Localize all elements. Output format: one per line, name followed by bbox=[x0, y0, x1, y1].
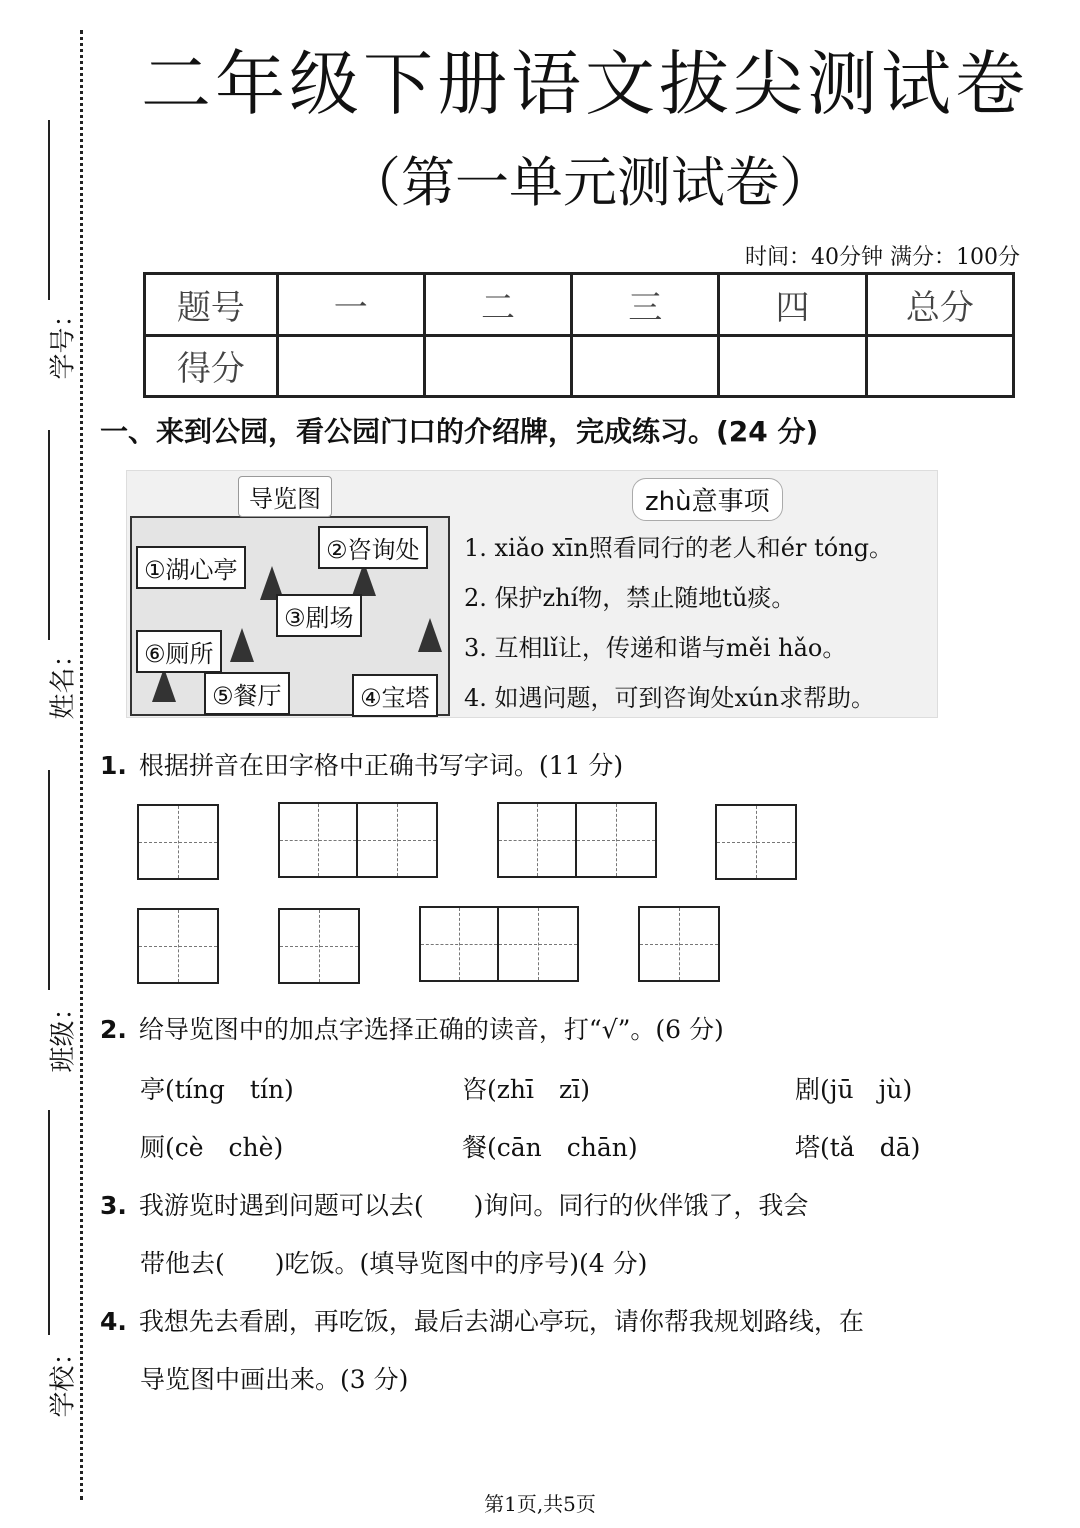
question-2 bbox=[100, 1010, 724, 1046]
question-3 bbox=[100, 1186, 808, 1222]
score-header-cell: 四 bbox=[719, 274, 866, 336]
question-4 bbox=[100, 1302, 864, 1338]
notice-item: 2. 保护zhí物，禁止随地tǔ痰。 bbox=[464, 584, 796, 612]
score-row-label: 得分 bbox=[145, 335, 278, 397]
score-header-cell: 二 bbox=[424, 274, 571, 336]
notice-item: 1. xiǎo xīn照看同行的老人和ér tóng。 bbox=[464, 534, 894, 562]
map-place-lake-pavilion: ①湖心亭 bbox=[136, 546, 246, 589]
question-text: 我想先去看剧，再吃饭，最后去湖心亭玩，请你帮我规划路线，在 bbox=[138, 1307, 864, 1336]
score-table-header-row bbox=[145, 274, 1014, 336]
score-header-cell: 三 bbox=[572, 274, 719, 336]
name-label: 姓名： bbox=[48, 641, 79, 720]
class-line bbox=[48, 770, 50, 990]
writing-grid[interactable] bbox=[137, 908, 219, 984]
score-cell[interactable] bbox=[719, 335, 866, 397]
writing-grid[interactable] bbox=[419, 906, 579, 982]
pinyin-option[interactable]: 餐(cān chān) bbox=[462, 1133, 638, 1162]
writing-grid[interactable] bbox=[638, 906, 720, 982]
question-1 bbox=[100, 746, 623, 782]
writing-grid[interactable] bbox=[278, 802, 438, 878]
page-subtitle: （第一单元测试卷） bbox=[347, 151, 833, 214]
writing-grid[interactable] bbox=[715, 804, 797, 880]
student-id-line bbox=[48, 120, 50, 300]
score-cell[interactable] bbox=[277, 335, 424, 397]
tree-icon bbox=[418, 618, 442, 652]
notice-item: 3. 互相lǐ让，传递和谐与měi hǎo。 bbox=[464, 634, 847, 662]
score-header-cell: 一 bbox=[277, 274, 424, 336]
score-header-cell: 总分 bbox=[866, 274, 1013, 336]
score-cell[interactable] bbox=[572, 335, 719, 397]
question-4-continued: 导览图中画出来。(3 分) bbox=[140, 1365, 409, 1394]
map-place-pagoda: ④宝塔 bbox=[352, 674, 438, 717]
score-header-cell: 题号 bbox=[145, 274, 278, 336]
school-line bbox=[48, 1110, 50, 1335]
question-text: 根据拼音在田字格中正确书写字词。(11 分) bbox=[138, 751, 624, 780]
section-1-title: 一、来到公园，看公园门口的介绍牌，完成练习。(24 分) bbox=[100, 415, 819, 448]
map-place-theater: ③剧场 bbox=[276, 594, 362, 637]
pinyin-option[interactable]: 塔(tǎ dā) bbox=[795, 1133, 921, 1162]
notice-item: 4. 如遇问题，可到咨询处xún求帮助。 bbox=[464, 684, 875, 712]
question-text: 我游览时遇到问题可以去( )询问。同行的伙伴饿了，我会 bbox=[138, 1191, 809, 1220]
question-number: 2. bbox=[100, 1015, 127, 1044]
map-place-information-desk: ②咨询处 bbox=[318, 526, 428, 569]
writing-grid[interactable] bbox=[497, 802, 657, 878]
class-label: 班级： bbox=[48, 994, 79, 1073]
tree-icon bbox=[230, 628, 254, 662]
exam-meta: 时间：40分钟 满分：100分 bbox=[745, 245, 1020, 270]
student-id-label: 学号： bbox=[48, 301, 79, 380]
question-number: 1. bbox=[100, 751, 127, 780]
score-table-score-row bbox=[145, 335, 1014, 397]
park-map bbox=[130, 516, 450, 716]
tree-icon bbox=[152, 668, 176, 702]
map-title: 导览图 bbox=[238, 476, 332, 517]
question-text: 给导览图中的加点字选择正确的读音，打“√”。(6 分) bbox=[138, 1015, 724, 1044]
pinyin-option[interactable]: 咨(zhī zī) bbox=[462, 1075, 590, 1104]
score-table bbox=[143, 272, 1015, 398]
notes-title: zhù意事项 bbox=[632, 478, 783, 521]
page-title: 二年级下册语文拔尖测试卷 bbox=[141, 43, 1029, 125]
school-label: 学校： bbox=[48, 1339, 79, 1418]
map-place-restroom: ⑥厕所 bbox=[136, 630, 222, 673]
question-number: 4. bbox=[100, 1307, 127, 1336]
page-footer: 第1页,共5页 bbox=[484, 1492, 596, 1516]
question-number: 3. bbox=[100, 1191, 127, 1220]
writing-grid[interactable] bbox=[278, 908, 360, 984]
pinyin-option[interactable]: 剧(jū jù) bbox=[795, 1075, 913, 1104]
question-3-continued: 带他去( )吃饭。(填导览图中的序号)(4 分) bbox=[140, 1249, 648, 1278]
writing-grid[interactable] bbox=[137, 804, 219, 880]
name-line bbox=[48, 430, 50, 640]
score-cell[interactable] bbox=[424, 335, 571, 397]
pinyin-option[interactable]: 亭(tíng tín) bbox=[140, 1075, 294, 1104]
pinyin-option[interactable]: 厕(cè chè) bbox=[140, 1133, 284, 1162]
binding-dashed-line bbox=[80, 30, 83, 1500]
score-cell[interactable] bbox=[866, 335, 1013, 397]
map-place-restaurant: ⑤餐厅 bbox=[204, 672, 290, 715]
